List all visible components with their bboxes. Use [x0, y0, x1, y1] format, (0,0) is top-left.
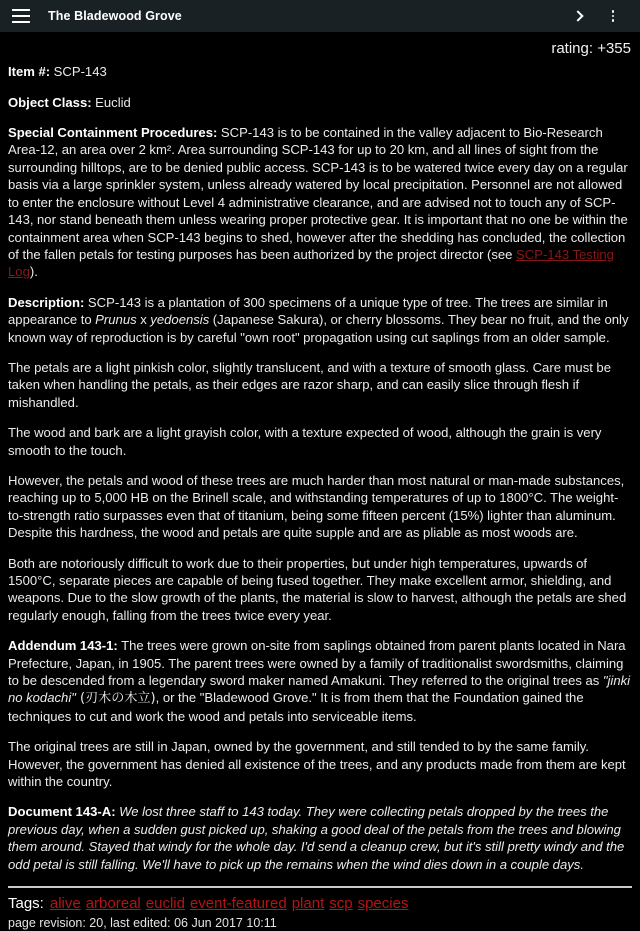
object-class-line [8, 94, 632, 111]
object-class-label: Object Class: [8, 94, 92, 110]
object-class-value: Euclid [91, 94, 131, 110]
article-content [8, 59, 632, 873]
containment-procedures-label: Special Containment Procedures: [8, 125, 218, 141]
chevron-right-icon[interactable] [562, 0, 596, 32]
tag-scp[interactable]: scp [329, 895, 353, 913]
tag-species[interactable]: species [357, 895, 409, 913]
document-text: We lost three staff to 143 today. They were collecting petals dropped by the trees the previous day, when a sudden gust picked up, shaking a good deal of the petals from the trees and blowing them around. Stayed that windy for the whole day. I'd send a cleanup crew, but it's still pretty windy and the odd petal is still falling. We'll have to pick up the remains when the wind dies down in a couple days. [8, 804, 625, 872]
wood-paragraph: The wood and bark are a light grayish color, with a texture expected of wood, although the grain is very smooth to the touch. [8, 425, 602, 458]
app-bar [0, 0, 640, 32]
description-paragraph [8, 294, 632, 346]
addendum-text-a: The trees were grown on-site from saplings obtained from parent plants located in Nara Prefecture, Japan, in 1905. The parent trees were owned by a family of traditionalist swordsmiths, claiming to be descended from a legendary sword maker named Amakuni. They referred to the original trees as [8, 638, 626, 689]
item-number-value: SCP-143 [50, 64, 107, 80]
rating-display: rating: +355 [551, 40, 631, 57]
species-epithet: yedoensis [150, 312, 210, 328]
addendum-text-b: , or the "Bladewood Grove." It is from them that the Foundation gained the techniques to cut and work the wood and petals into serviceable items. [8, 690, 584, 724]
containment-procedures-paragraph [8, 124, 632, 281]
kebab-menu-icon[interactable] [596, 0, 630, 32]
addendum-romaji: "jinki no kodachi" [8, 673, 631, 706]
addendum-japanese: (刃木の木立) [75, 691, 156, 707]
description-text-a: SCP-143 is a plantation of 300 specimens of a unique type of tree. The trees are similar in appearance to [8, 294, 608, 328]
footer-divider [8, 886, 632, 888]
tag-plant[interactable]: plant [291, 895, 325, 913]
tag-arboreal[interactable]: arboreal [85, 895, 141, 913]
document-paragraph [8, 803, 632, 873]
page-revision-info: page revision: 20, last edited: 06 Jun 2017 10:11 [8, 916, 277, 931]
description-text-b: x [136, 312, 151, 328]
tag-euclid[interactable]: euclid [145, 895, 185, 913]
item-number-line [8, 63, 632, 80]
description-label: Description: [8, 294, 85, 310]
containment-procedures-text-b: ). [29, 264, 38, 280]
page-title: The Bladewood Grove [48, 9, 182, 23]
tag-event-featured[interactable]: event-featured [189, 895, 287, 913]
species-genus: Prunus [95, 312, 137, 328]
addendum-label: Addendum 143-1: [8, 638, 118, 654]
testing-log-link[interactable]: SCP-143 Testing Log [8, 246, 614, 280]
hardness-paragraph: However, the petals and wood of these trees are much harder than most natural or man-made substances, reaching up to 5,000 HB on the Brinell scale, and withstanding temperatures of up to 1800°C. The weight-to-strength ratio surpasses even that of titanium, being some fifteen percent (15%) lighter than aluminum. Despite this hardness, the wood and petals are quite supple and are as pliable as most woods are. [8, 472, 625, 541]
containment-procedures-text-a: SCP-143 is to be contained in the valley adjacent to Bio-Research Area-12, an area over 2 km². Area surrounding SCP-143 for up to 20 km, and all lines of sight from the surrounding hilltops, are to be denied public access. SCP-143 is to be watered twice every day on a regular basis via a large sprinkler system, unless already watered by local precipitation. Personnel are not allowed to enter the enclosure without Level 4 administrative clearance, and are advised not to touch any of SCP-143, nor stand beneath them unless wearing proper protective gear. It is important that no one be within the containment area when SCP-143 begins to shed, however after the shedding has concluded, the collection of the fallen petals for testing purposes has been authorized by the project director (see [8, 125, 628, 262]
addendum-paragraph [8, 637, 632, 725]
description-text-c: (Japanese Sakura), or cherry blossoms. They bear no fruit, and the only known way of reproduction is by careful "own root" propagation using cut saplings from an older sample. [8, 312, 629, 345]
working-paragraph: Both are notoriously difficult to work due to their properties, but under high temperatures, upwards of 1500°C, separate pieces are capable of being fused together. They make excellent armor, shielding, and weapons. Due to the slow growth of the plants, the material is slow to harvest, although the petals are shed regularly enough, falling from the trees twice every year. [8, 555, 627, 623]
tags-label: Tags: [8, 895, 44, 913]
document-label: Document 143-A: [8, 804, 116, 820]
original-trees-paragraph: The original trees are still in Japan, owned by the government, and still tended to by the same family. However, the government has denied all existence of the trees, and any products made from them are kept within the country. [8, 739, 626, 790]
tag-alive[interactable]: alive [49, 895, 81, 913]
article-scroll-area[interactable] [0, 32, 640, 931]
app-bar-actions [562, 0, 630, 32]
item-number-label: Item #: [8, 64, 51, 80]
hamburger-icon[interactable] [12, 9, 30, 23]
petals-paragraph: The petals are a light pinkish color, slightly translucent, and with a texture of smooth glass. Care must be taken when handling the petals, as their edges are razor sharp, and can easily slice through flesh if mishandled. [8, 359, 611, 410]
tags-row [8, 894, 632, 914]
